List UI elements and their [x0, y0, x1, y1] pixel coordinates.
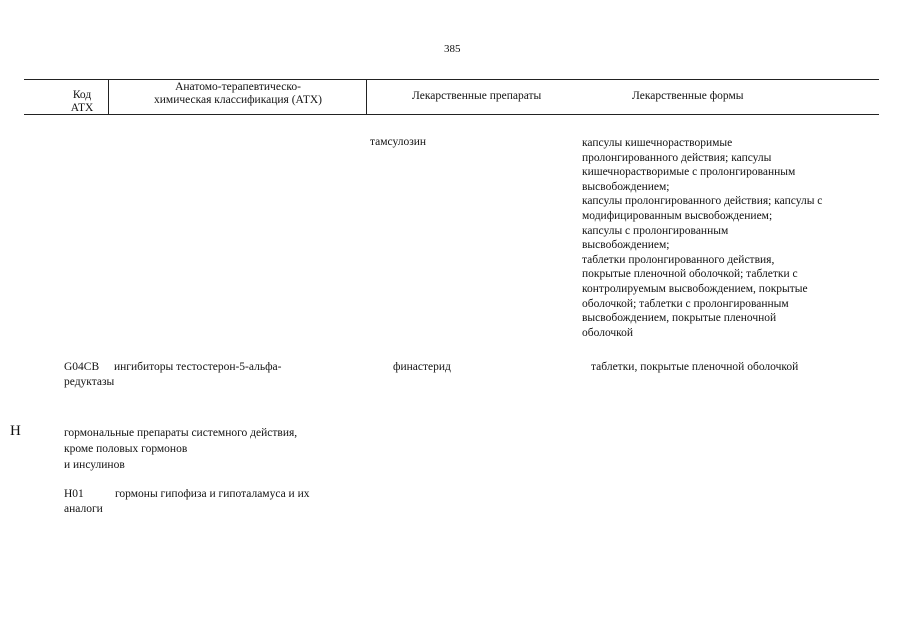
header-atc-classification: Анатомо-терапевтическо- химическая классификация (АТХ): [154, 81, 322, 106]
forms-finasteride: таблетки, покрытые пленочной оболочкой: [591, 361, 799, 373]
code-h: H: [10, 423, 21, 439]
code-h01: H01: [64, 488, 84, 500]
name-g04cb-line1: ингибиторы тестостерон-5-альфа-: [114, 361, 282, 373]
header-divider-1: [108, 80, 109, 114]
name-h01-line1: гормоны гипофиза и гипоталамуса и их: [115, 488, 310, 500]
forms-tamsulosin: капсулы кишечнорастворимые пролонгированного действия; капсулы кишечнорастворимые с пролонгированным высвобождением; капсулы пролонгированного действия; капсулы с модифицированным высвобождением; капсулы с пролонгированным высвобождением; таблетки пролонгированного действия, покрытые пленочной оболочкой; таблетки с контролируемым высвобождением, покрытые оболочкой; таблетки с пролонгированным высвобождением, покрытые пленочной оболочкой: [582, 137, 823, 339]
drug-tamsulosin: тамсулозин: [370, 136, 427, 148]
table-top-rule: [24, 79, 879, 80]
name-h: гормональные препараты системного действия, кроме половых гормонов и инсулинов: [64, 427, 298, 471]
drug-finasteride: финастерид: [393, 361, 451, 373]
table-header-bottom-rule: [24, 114, 879, 115]
code-g04cb: G04CB: [64, 361, 100, 373]
name-h01-line2: аналоги: [64, 503, 103, 515]
page-number: 385: [444, 43, 461, 55]
header-code: Код АТХ: [70, 89, 94, 114]
header-forms: Лекарственные формы: [632, 90, 744, 102]
header-divider-2: [366, 80, 367, 114]
name-g04cb-line2: редуктазы: [64, 376, 115, 388]
header-drugs: Лекарственные препараты: [412, 90, 542, 102]
